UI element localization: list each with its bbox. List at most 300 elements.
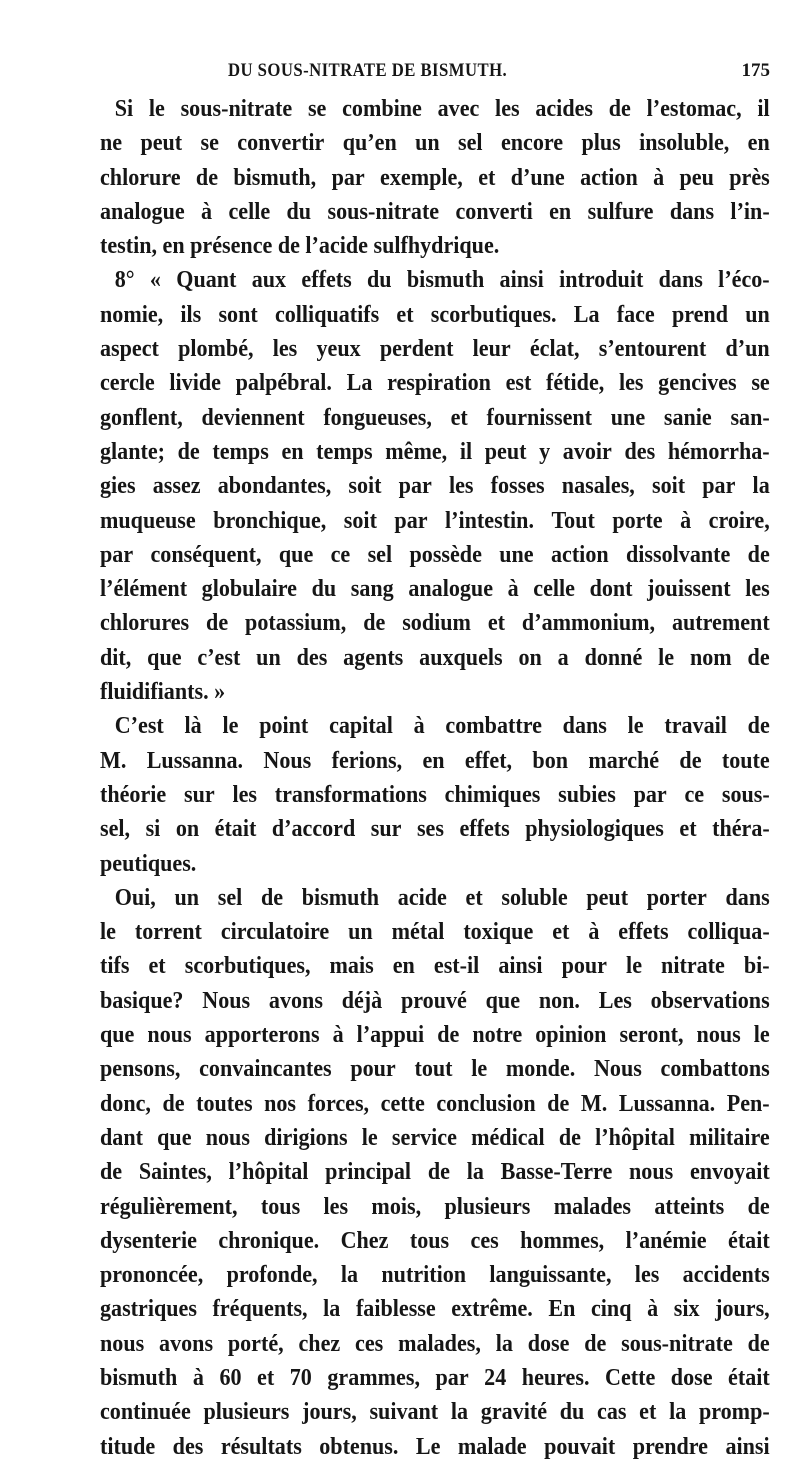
word: pensons, bbox=[100, 1056, 181, 1083]
word: monde. bbox=[505, 1056, 576, 1083]
word: mais bbox=[329, 953, 374, 980]
word: un bbox=[256, 644, 281, 671]
word: tous bbox=[260, 1193, 301, 1220]
word: à bbox=[332, 1022, 344, 1049]
word: l’élément bbox=[100, 576, 188, 603]
word: Lussanna. bbox=[618, 1090, 716, 1117]
word: des bbox=[624, 438, 656, 465]
word: sulfure bbox=[587, 198, 654, 225]
word: converti bbox=[455, 198, 533, 225]
word: de bbox=[177, 438, 200, 465]
word: d’ammonium, bbox=[521, 610, 656, 637]
word: peut bbox=[586, 884, 629, 911]
word: transformations bbox=[274, 781, 427, 808]
word: par bbox=[331, 164, 365, 191]
word: convertir bbox=[237, 130, 325, 157]
word: C’est bbox=[114, 713, 164, 740]
word: sur bbox=[370, 816, 402, 843]
text-line bbox=[100, 1018, 770, 1052]
text-line bbox=[100, 298, 770, 332]
word: et bbox=[478, 164, 496, 191]
word: sang bbox=[350, 576, 394, 603]
word: sodium bbox=[402, 610, 471, 637]
word: jours, bbox=[302, 1399, 357, 1426]
word: fréquents, bbox=[212, 1296, 308, 1323]
running-head bbox=[100, 60, 770, 90]
text-line bbox=[100, 744, 770, 778]
word: on bbox=[175, 816, 200, 843]
word: que bbox=[157, 1124, 192, 1151]
word: la bbox=[669, 1399, 687, 1426]
word: Le bbox=[415, 1433, 441, 1460]
word: de bbox=[206, 610, 229, 637]
word: prend bbox=[671, 301, 728, 328]
word: service bbox=[391, 1124, 457, 1151]
word: M. bbox=[100, 747, 127, 774]
word: porté, bbox=[227, 1330, 284, 1357]
word: il bbox=[459, 438, 473, 465]
word: bi- bbox=[743, 953, 770, 980]
word: l’hôpital bbox=[595, 1124, 675, 1151]
word: l’estomac, bbox=[646, 96, 742, 122]
word: En bbox=[548, 1296, 576, 1323]
word: dit, bbox=[100, 644, 132, 671]
word: se bbox=[307, 96, 327, 122]
word: Basse-Terre bbox=[500, 1159, 613, 1186]
word: et bbox=[639, 1399, 657, 1426]
word: de bbox=[608, 96, 631, 122]
word: fosses bbox=[490, 473, 545, 500]
text-line: peutiques. bbox=[100, 850, 197, 877]
word: ne bbox=[100, 130, 123, 157]
word: et bbox=[396, 301, 414, 328]
word: de bbox=[427, 1159, 450, 1186]
word: autrement bbox=[671, 610, 770, 637]
word: Nous bbox=[202, 987, 251, 1014]
text-line bbox=[100, 1190, 770, 1224]
word: tous bbox=[409, 1227, 450, 1254]
word: nitrate bbox=[661, 953, 725, 980]
word: gencives bbox=[658, 370, 737, 397]
word: encore bbox=[500, 130, 564, 157]
word: le bbox=[100, 919, 116, 946]
word: yeux bbox=[316, 336, 361, 363]
word: à bbox=[192, 1364, 204, 1391]
word: nasales, bbox=[561, 473, 635, 500]
word: basique? bbox=[100, 987, 184, 1014]
word: l’appui bbox=[356, 1022, 425, 1049]
word: effet, bbox=[464, 747, 513, 774]
word: le bbox=[753, 1022, 770, 1049]
word: soluble bbox=[501, 884, 568, 911]
word: les bbox=[618, 370, 644, 397]
word: faiblesse bbox=[355, 1296, 436, 1323]
word: est-il bbox=[433, 953, 480, 980]
word: de bbox=[747, 644, 770, 671]
word: par bbox=[398, 473, 432, 500]
word: et bbox=[487, 610, 506, 637]
word: que bbox=[147, 644, 182, 671]
word: 70 bbox=[289, 1364, 312, 1391]
word: sous-nitrate bbox=[621, 1330, 733, 1357]
word: nous bbox=[696, 1022, 741, 1049]
word: torrent bbox=[134, 919, 202, 946]
word: combine bbox=[342, 96, 422, 122]
word: gonflent, bbox=[100, 404, 183, 431]
word: bismuth bbox=[100, 1364, 178, 1391]
word: sur bbox=[183, 781, 215, 808]
word: ces bbox=[355, 1330, 384, 1357]
word: sont bbox=[218, 301, 258, 328]
word: près bbox=[729, 164, 770, 191]
word: cinq bbox=[590, 1296, 632, 1323]
text-line bbox=[100, 812, 770, 846]
word: ces bbox=[470, 1227, 499, 1254]
word: dirigions bbox=[264, 1124, 348, 1151]
text-line bbox=[100, 263, 770, 297]
word: malades, bbox=[398, 1330, 481, 1357]
text-line bbox=[100, 1258, 770, 1292]
word: « bbox=[149, 267, 161, 294]
word: La bbox=[346, 370, 373, 397]
word: ses bbox=[416, 816, 444, 843]
word: non. bbox=[538, 987, 580, 1014]
word: a bbox=[557, 644, 569, 671]
text-line bbox=[100, 1430, 770, 1464]
word: d’accord bbox=[271, 816, 356, 843]
word: en bbox=[422, 747, 445, 774]
word: toxique bbox=[463, 919, 534, 946]
word: ainsi bbox=[725, 1433, 770, 1460]
text-line bbox=[100, 195, 770, 229]
word: celle bbox=[228, 198, 271, 225]
word: livide bbox=[169, 370, 221, 397]
word: dose bbox=[527, 1330, 570, 1357]
word: l’anémie bbox=[625, 1227, 707, 1254]
word: de bbox=[547, 1090, 570, 1117]
word: leur bbox=[472, 336, 511, 363]
word: M. bbox=[580, 1090, 608, 1117]
word: globulaire bbox=[201, 576, 297, 603]
word: respiration bbox=[387, 370, 491, 397]
word: est bbox=[505, 370, 532, 397]
word: à bbox=[653, 164, 665, 191]
word: se bbox=[200, 130, 219, 157]
word: heures. bbox=[521, 1364, 590, 1391]
text-line bbox=[100, 778, 770, 812]
word: prouvé bbox=[400, 987, 467, 1014]
word: s’entourent bbox=[598, 336, 707, 363]
word: Nous bbox=[263, 747, 312, 774]
word: envoyait bbox=[690, 1159, 770, 1186]
text-line bbox=[100, 1292, 770, 1326]
word: à bbox=[680, 507, 692, 534]
word: soit bbox=[651, 473, 686, 500]
word: donné bbox=[584, 644, 643, 671]
word: le bbox=[626, 953, 642, 980]
word: du bbox=[311, 576, 337, 603]
word: capital bbox=[329, 713, 393, 740]
word: l’éco- bbox=[718, 267, 770, 294]
word: que bbox=[278, 541, 314, 568]
word: dans bbox=[562, 713, 607, 740]
text-line bbox=[100, 881, 770, 915]
word: sel bbox=[367, 541, 393, 568]
word: de bbox=[747, 713, 770, 740]
word: de bbox=[437, 1022, 460, 1049]
word: gastriques bbox=[100, 1296, 197, 1323]
word: qu’en bbox=[342, 130, 397, 157]
word: la bbox=[466, 1159, 484, 1186]
text-line bbox=[100, 538, 770, 572]
text-line: testin, en présence de l’acide sulfhydrique. bbox=[100, 233, 500, 260]
word: effets bbox=[618, 919, 669, 946]
word: le bbox=[222, 713, 239, 740]
word: chez bbox=[298, 1330, 341, 1357]
word: médical bbox=[471, 1124, 545, 1151]
word: conséquent, bbox=[150, 541, 262, 568]
text-line bbox=[100, 572, 770, 606]
word: par bbox=[435, 1364, 469, 1391]
word: chronique. bbox=[218, 1227, 320, 1254]
word: cette bbox=[380, 1090, 425, 1117]
word: analogue bbox=[408, 576, 493, 603]
word: La bbox=[573, 301, 600, 328]
word: le bbox=[627, 713, 644, 740]
word: acide bbox=[397, 884, 447, 911]
word: métal bbox=[391, 919, 445, 946]
word: militaire bbox=[689, 1124, 770, 1151]
text-line bbox=[100, 1361, 770, 1395]
word: aux bbox=[251, 267, 287, 294]
word: à bbox=[507, 576, 519, 603]
word: des bbox=[296, 644, 328, 671]
word: promp- bbox=[698, 1399, 770, 1426]
word: avoir bbox=[562, 438, 612, 465]
word: introduit bbox=[559, 267, 644, 294]
word: circulatoire bbox=[220, 919, 330, 946]
word: d’une bbox=[510, 164, 565, 191]
word: effets bbox=[301, 267, 352, 294]
text-line bbox=[100, 1052, 770, 1086]
word: en bbox=[549, 198, 572, 225]
word: nutrition bbox=[381, 1262, 467, 1289]
word: plombé, bbox=[178, 336, 254, 363]
word: languissante, bbox=[489, 1262, 612, 1289]
word: la bbox=[340, 1262, 359, 1289]
word: de bbox=[100, 1159, 123, 1186]
word: titude bbox=[100, 1433, 156, 1460]
word: suivant bbox=[369, 1399, 439, 1426]
word: grammes, bbox=[327, 1364, 420, 1391]
word: Quant bbox=[176, 267, 237, 294]
word: pour bbox=[350, 1056, 396, 1083]
text-line bbox=[100, 161, 770, 195]
word: nom bbox=[689, 644, 732, 671]
word: abondantes, bbox=[217, 473, 332, 500]
word: toutes bbox=[196, 1090, 253, 1117]
word: des bbox=[172, 1433, 204, 1460]
word: dans bbox=[725, 884, 770, 911]
word: là bbox=[184, 713, 202, 740]
word: par bbox=[633, 781, 667, 808]
word: aspect bbox=[100, 336, 159, 363]
word: c’est bbox=[197, 644, 241, 671]
word: mois, bbox=[371, 1193, 422, 1220]
word: les bbox=[634, 1262, 660, 1289]
word: obtenus. bbox=[319, 1433, 399, 1460]
word: sous- bbox=[721, 781, 770, 808]
word: par bbox=[394, 507, 428, 534]
word: à bbox=[413, 713, 425, 740]
word: action bbox=[580, 164, 638, 191]
word: que bbox=[485, 987, 521, 1014]
word: les bbox=[323, 1193, 349, 1220]
word: même, bbox=[385, 438, 448, 465]
word: sel bbox=[217, 884, 243, 911]
word: à bbox=[647, 1296, 659, 1323]
word: scorbutiques. bbox=[430, 301, 557, 328]
word: sel bbox=[458, 130, 483, 157]
word: on bbox=[518, 644, 542, 671]
word: san- bbox=[730, 404, 770, 431]
text-line bbox=[100, 366, 770, 400]
word: observations bbox=[650, 987, 770, 1014]
word: colliqua- bbox=[687, 919, 770, 946]
word: Les bbox=[598, 987, 632, 1014]
word: pouvait bbox=[544, 1433, 616, 1460]
word: potassium, bbox=[245, 610, 347, 637]
word: cercle bbox=[100, 370, 155, 397]
word: analogue bbox=[100, 198, 185, 225]
text-line bbox=[100, 1395, 770, 1429]
word: pour bbox=[561, 953, 607, 980]
word: les bbox=[495, 96, 520, 122]
word: ils bbox=[180, 301, 202, 328]
text-line bbox=[100, 332, 770, 366]
word: Oui, bbox=[114, 884, 156, 911]
word: hémorrha- bbox=[667, 438, 770, 465]
word: chlorures bbox=[100, 610, 190, 637]
word: nomie, bbox=[100, 301, 164, 328]
word: prononcée, bbox=[100, 1262, 204, 1289]
word: gies bbox=[100, 473, 136, 500]
word: prendre bbox=[632, 1433, 708, 1460]
word: gravité bbox=[480, 1399, 548, 1426]
word: en bbox=[392, 953, 415, 980]
word: jouissent bbox=[647, 576, 731, 603]
word: le bbox=[361, 1124, 378, 1151]
word: déjà bbox=[341, 987, 383, 1014]
word: était bbox=[214, 816, 257, 843]
word: un bbox=[415, 130, 440, 157]
word: le bbox=[658, 644, 675, 671]
word: l’intestin. bbox=[445, 507, 534, 534]
text-line bbox=[100, 1087, 770, 1121]
word: éclat, bbox=[529, 336, 580, 363]
word: avons bbox=[159, 1330, 214, 1357]
word: chimiques bbox=[444, 781, 541, 808]
word: Si bbox=[114, 96, 134, 122]
word: et bbox=[465, 884, 483, 911]
word: dans bbox=[658, 267, 703, 294]
word: plusieurs bbox=[203, 1399, 290, 1426]
word: du bbox=[559, 1399, 585, 1426]
word: bismuth, bbox=[233, 164, 317, 191]
word: Lussanna. bbox=[146, 747, 244, 774]
word: de bbox=[584, 1330, 607, 1357]
word: le bbox=[471, 1056, 488, 1083]
word: une bbox=[610, 404, 646, 431]
word: scorbutiques, bbox=[184, 953, 311, 980]
text-line bbox=[100, 469, 770, 503]
word: accidents bbox=[682, 1262, 770, 1289]
word: bismuth bbox=[406, 267, 485, 294]
word: nous bbox=[147, 1022, 192, 1049]
word: bon bbox=[532, 747, 569, 774]
word: nous bbox=[629, 1159, 674, 1186]
word: et bbox=[148, 953, 166, 980]
word: nous bbox=[205, 1124, 250, 1151]
word: de bbox=[747, 1330, 770, 1357]
word: en bbox=[747, 130, 770, 157]
word: seront, bbox=[619, 1022, 684, 1049]
word: une bbox=[499, 541, 534, 568]
word: théorie bbox=[100, 781, 167, 808]
word: combattons bbox=[660, 1056, 770, 1083]
text-line bbox=[100, 504, 770, 538]
word: par bbox=[100, 541, 134, 568]
word: dissolvante bbox=[626, 541, 731, 568]
text-line bbox=[100, 949, 770, 983]
word: celle bbox=[533, 576, 575, 603]
word: ce bbox=[330, 541, 351, 568]
word: et bbox=[679, 816, 697, 843]
word: sous-nitrate bbox=[327, 198, 440, 225]
word: apporterons bbox=[204, 1022, 320, 1049]
text-line bbox=[100, 641, 770, 675]
word: à bbox=[588, 919, 600, 946]
word: de bbox=[747, 541, 770, 568]
word: de bbox=[162, 1090, 185, 1117]
word: du bbox=[286, 198, 312, 225]
word: à bbox=[201, 198, 213, 225]
word: était bbox=[728, 1227, 770, 1254]
text-line bbox=[100, 1121, 770, 1155]
text-line bbox=[100, 92, 770, 126]
text-line bbox=[100, 1155, 770, 1189]
page-number: 175 bbox=[741, 60, 770, 81]
word: 60 bbox=[219, 1364, 242, 1391]
word: combattre bbox=[445, 713, 542, 740]
word: en bbox=[281, 438, 304, 465]
word: tout bbox=[414, 1056, 453, 1083]
word: perdent bbox=[379, 336, 454, 363]
word: tifs bbox=[100, 953, 130, 980]
word: muqueuse bbox=[100, 507, 196, 534]
word: marché bbox=[588, 747, 660, 774]
word: Nous bbox=[593, 1056, 642, 1083]
word: profonde, bbox=[226, 1262, 318, 1289]
word: opinion bbox=[535, 1022, 607, 1049]
word: dose bbox=[670, 1364, 713, 1391]
word: deviennent bbox=[201, 404, 305, 431]
word: peu bbox=[679, 164, 714, 191]
word: la bbox=[752, 473, 770, 500]
text-line bbox=[100, 126, 770, 160]
word: de bbox=[558, 1124, 581, 1151]
word: les bbox=[448, 473, 474, 500]
